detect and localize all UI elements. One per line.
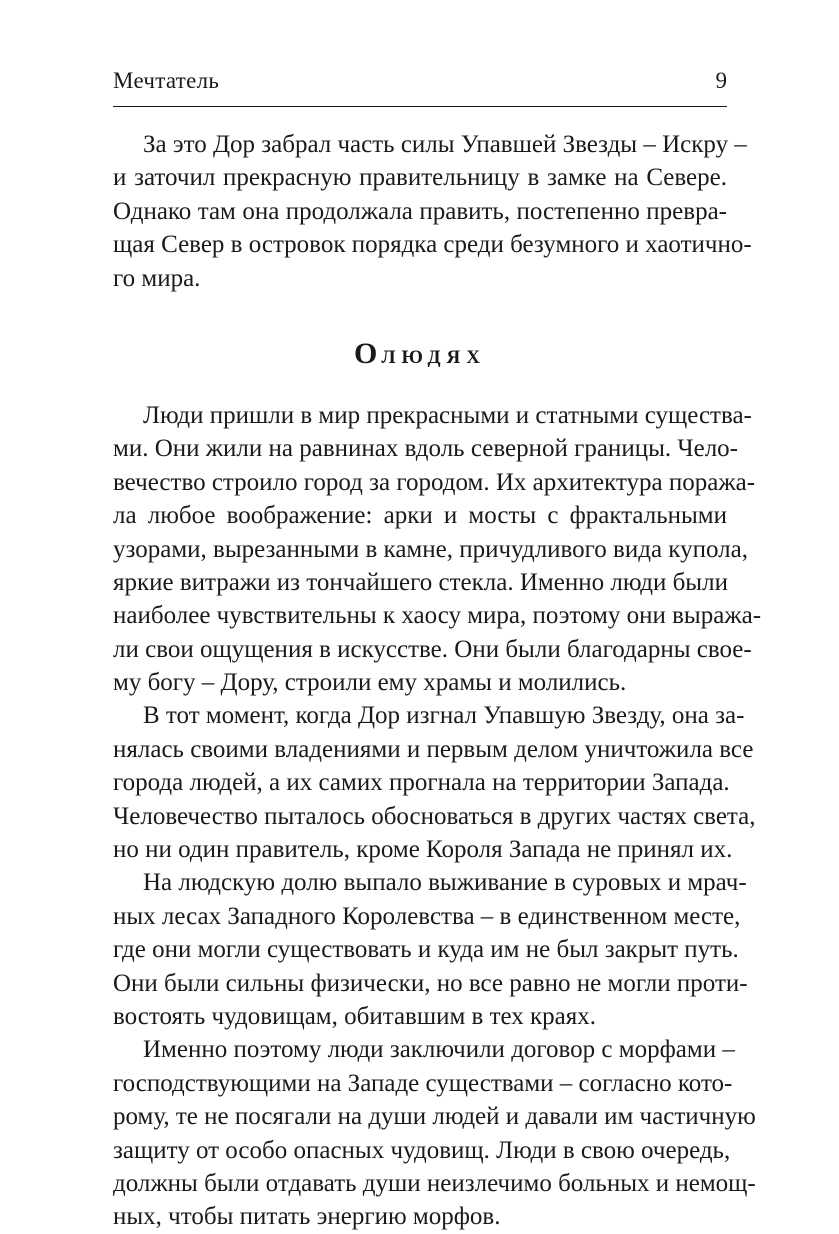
section-heading-rest: ЛЮДЯХ bbox=[381, 346, 486, 368]
text-line: должны были отдавать души неизлечимо больных и немощ- bbox=[113, 1169, 756, 1197]
text-line: За это Дор забрал часть силы Упавшей Звезды – Искру – bbox=[143, 131, 747, 158]
text-line: Именно поэтому люди заключили договор с морфами – bbox=[143, 1036, 735, 1064]
text-line: му богу – Дору, строили ему храмы и молились. bbox=[113, 669, 627, 697]
text-line: защиту от особо опасных чудовищ. Люди в свою очередь, bbox=[113, 1136, 731, 1164]
text-line: В тот момент, когда Дор изгнал Упавшую Звезду, она за- bbox=[143, 702, 745, 730]
text-line: щая Север в островок порядка среди безумного и хаотично- bbox=[113, 231, 752, 259]
paragraph-5 bbox=[113, 1033, 756, 1233]
paragraph-4 bbox=[113, 866, 748, 1033]
body-text bbox=[113, 128, 762, 1234]
text-line: го мира. bbox=[113, 264, 201, 292]
paragraph-2 bbox=[113, 399, 762, 700]
book-title: Мечтатель bbox=[113, 68, 220, 93]
text-line: наиболее чувствительны к хаосу мира, поэтому они выража- bbox=[113, 602, 762, 630]
running-header bbox=[113, 66, 727, 107]
text-line: узорами, вырезанными в камне, причудливого вида купола, bbox=[113, 535, 748, 563]
text-line: и заточил прекрасную правительницу в замке на Севере. bbox=[113, 164, 727, 192]
text-line: яркие витражи из тончайшего стекла. Именно люди были bbox=[113, 568, 728, 596]
text-line: но ни один правитель, кроме Короля Запада не принял их. bbox=[113, 836, 733, 864]
text-line: города людей, а их самих прогнала на территории Запада. bbox=[113, 769, 730, 797]
section-heading-initial: О bbox=[354, 336, 378, 370]
text-line: Люди пришли в мир прекрасными и статными существа- bbox=[143, 401, 752, 429]
text-line: Они были сильны физически, но все равно не могли проти- bbox=[113, 969, 748, 997]
text-line: Человечество пыталось обосноваться в других частях света, bbox=[113, 802, 756, 830]
text-line: ли свои ощущения в искусстве. Они были благодарны свое- bbox=[113, 635, 752, 663]
text-line: ных лесах Западного Королевства – в единственном месте, bbox=[113, 902, 741, 930]
text-line: где они могли существовать и куда им не был закрыт путь. bbox=[113, 936, 739, 964]
page-number: 9 bbox=[715, 68, 727, 93]
text-line: рому, те не посягали на души людей и давали им частичную bbox=[113, 1103, 756, 1131]
text-line: вечество строило город за городом. Их архитектура поража- bbox=[113, 468, 756, 496]
text-line: ми. Они жили на равнинах вдоль северной границы. Чело- bbox=[113, 435, 739, 463]
text-line: ла любое воображение: арки и мосты с фрактальными bbox=[113, 502, 727, 530]
text-line: господствующими на Западе существами – согласно кото- bbox=[113, 1069, 733, 1097]
text-line: Однако там она продолжала править, постепенно превра- bbox=[113, 197, 727, 225]
text-line: нялась своими владениями и первым делом уничтожила все bbox=[113, 735, 754, 763]
text-line: востоять чудовищам, обитавшим в тех краях. bbox=[113, 1002, 597, 1030]
paragraph-1 bbox=[113, 128, 752, 295]
section-heading bbox=[113, 309, 727, 399]
text-line: На людскую долю выпало выживание в суровых и мрач- bbox=[143, 869, 747, 897]
paragraph-3 bbox=[113, 699, 756, 866]
text-line: ных, чтобы питать энергию морфов. bbox=[113, 1203, 501, 1231]
